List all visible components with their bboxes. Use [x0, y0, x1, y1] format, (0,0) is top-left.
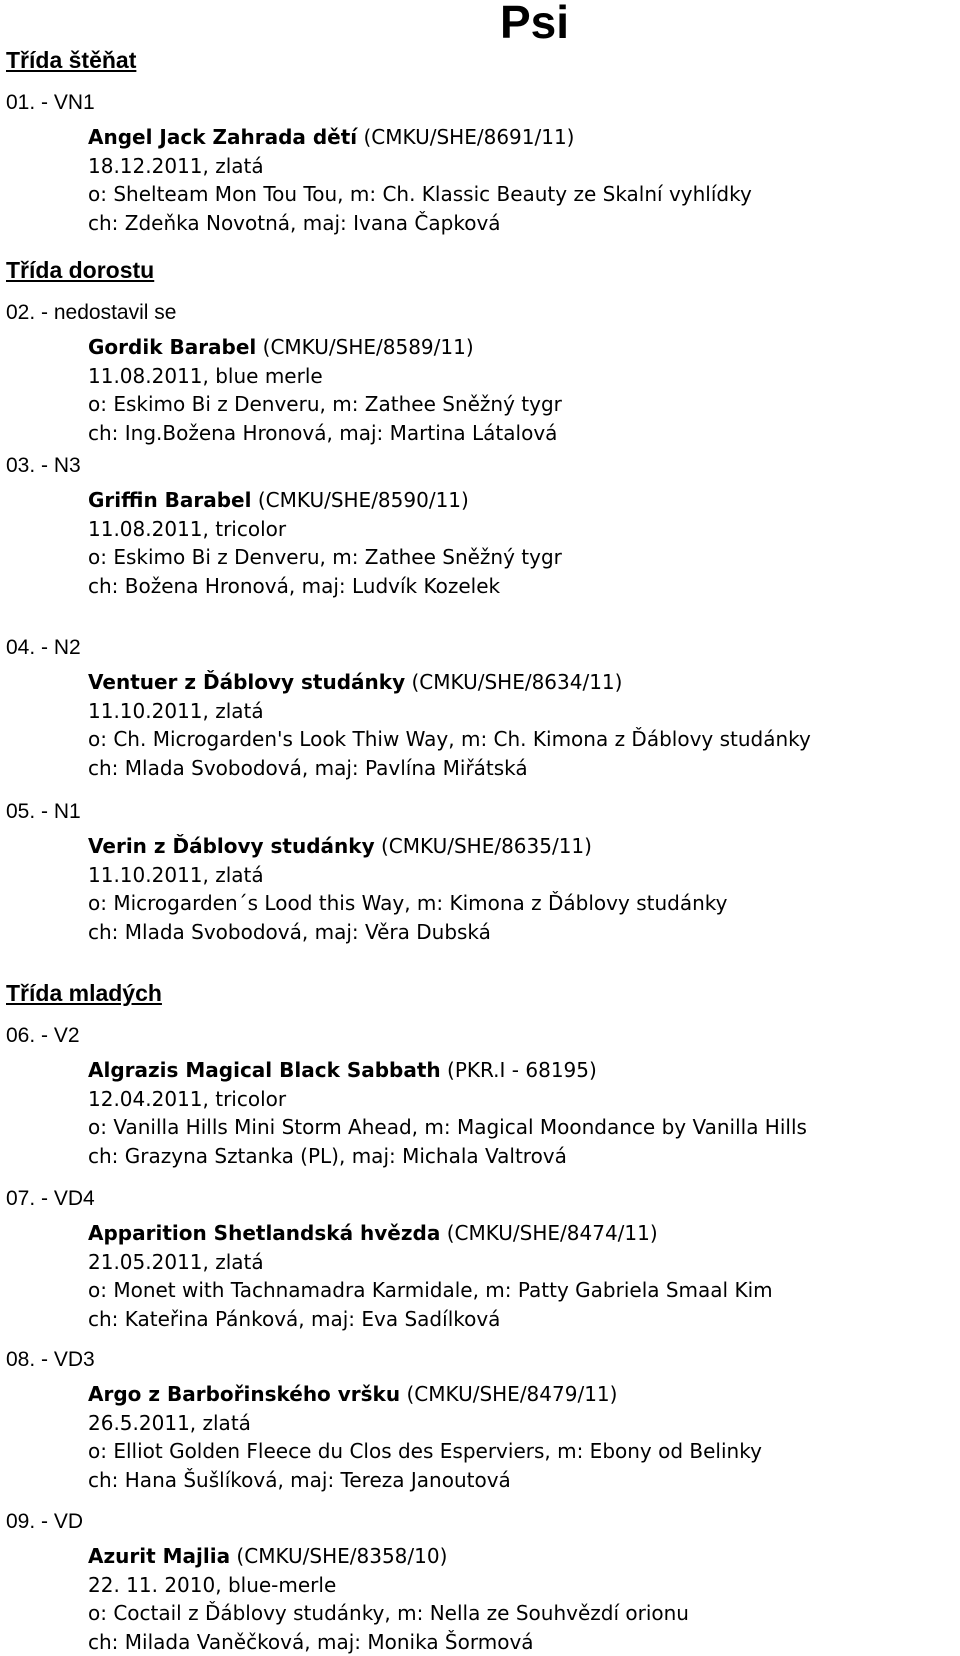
- registration-number: (CMKU/SHE/8590/11): [258, 488, 469, 512]
- dog-name-line: [88, 123, 956, 152]
- dog-name-line: [88, 333, 956, 362]
- dog-name: Azurit Majlia: [88, 1544, 230, 1568]
- birth-color: 12.04.2011, tricolor: [88, 1085, 956, 1114]
- dog-name-line: [88, 1056, 956, 1085]
- dog-entry: [6, 798, 956, 946]
- registration-number: (CMKU/SHE/8634/11): [411, 670, 622, 694]
- breeder-owner: ch: Mlada Svobodová, maj: Věra Dubská: [88, 918, 956, 947]
- birth-color: 26.5.2011, zlatá: [88, 1409, 956, 1438]
- dog-name: Griffin Barabel: [88, 488, 251, 512]
- dog-entry: [6, 1346, 956, 1494]
- dog-entry: [6, 1022, 956, 1170]
- dog-entry: [6, 452, 956, 600]
- birth-color: 11.08.2011, tricolor: [88, 515, 956, 544]
- birth-color: 11.10.2011, zlatá: [88, 697, 956, 726]
- dog-name-line: [88, 1219, 956, 1248]
- parents: o: Eskimo Bi z Denveru, m: Zathee Sněžný tygr: [88, 543, 956, 572]
- breeder-owner: ch: Kateřina Pánková, maj: Eva Sadílková: [88, 1305, 956, 1334]
- dog-name-line: [88, 832, 956, 861]
- breeder-owner: ch: Mlada Svobodová, maj: Pavlína Miřátská: [88, 754, 956, 783]
- breeder-owner: ch: Milada Vaněčková, maj: Monika Šormová: [88, 1628, 956, 1656]
- entry-number: 01. - VN1: [6, 89, 956, 117]
- dog-name: Algrazis Magical Black Sabbath: [88, 1058, 441, 1082]
- dog-name: Ventuer z Ďáblovy studánky: [88, 670, 405, 694]
- dog-entry: [6, 634, 956, 782]
- parents: o: Elliot Golden Fleece du Clos des Esperviers, m: Ebony od Belinky: [88, 1437, 956, 1466]
- birth-color: 21.05.2011, zlatá: [88, 1248, 956, 1277]
- breeder-owner: ch: Božena Hronová, maj: Ludvík Kozelek: [88, 572, 956, 601]
- dog-name-line: [88, 668, 956, 697]
- section-heading: Třída štěňat: [6, 46, 136, 74]
- breeder-owner: ch: Hana Šušlíková, maj: Tereza Janoutová: [88, 1466, 956, 1495]
- registration-number: (CMKU/SHE/8691/11): [364, 125, 575, 149]
- parents: o: Ch. Microgarden's Look Thiw Way, m: Ch. Kimona z Ďáblovy studánky: [88, 725, 956, 754]
- parents: o: Coctail z Ďáblovy studánky, m: Nella ze Souhvězdí orionu: [88, 1599, 956, 1628]
- registration-number: (CMKU/SHE/8589/11): [263, 335, 474, 359]
- registration-number: (CMKU/SHE/8358/10): [236, 1544, 447, 1568]
- birth-color: 11.08.2011, blue merle: [88, 362, 956, 391]
- dog-name: Angel Jack Zahrada dětí: [88, 125, 357, 149]
- registration-number: (PKR.I - 68195): [447, 1058, 597, 1082]
- section-heading: Třída dorostu: [6, 256, 154, 284]
- registration-number: (CMKU/SHE/8479/11): [406, 1382, 617, 1406]
- entry-number: 05. - N1: [6, 798, 956, 826]
- registration-number: (CMKU/SHE/8635/11): [381, 834, 592, 858]
- entry-number: 06. - V2: [6, 1022, 956, 1050]
- dog-name: Apparition Shetlandská hvězda: [88, 1221, 440, 1245]
- dog-name-line: [88, 486, 956, 515]
- dog-entry: [6, 1185, 956, 1333]
- entry-number: 08. - VD3: [6, 1346, 956, 1374]
- entry-number: 09. - VD: [6, 1508, 956, 1536]
- birth-color: 22. 11. 2010, blue-merle: [88, 1571, 956, 1600]
- birth-color: 11.10.2011, zlatá: [88, 861, 956, 890]
- breeder-owner: ch: Zdeňka Novotná, maj: Ivana Čapková: [88, 209, 956, 238]
- dog-entry: [6, 1508, 956, 1656]
- dog-entry: [6, 299, 956, 447]
- dog-name-line: [88, 1542, 956, 1571]
- birth-color: 18.12.2011, zlatá: [88, 152, 956, 181]
- dog-name: Gordik Barabel: [88, 335, 256, 359]
- page-title: Psi: [500, 0, 569, 50]
- entry-number: 02. - nedostavil se: [6, 299, 956, 327]
- entry-number: 07. - VD4: [6, 1185, 956, 1213]
- entry-number: 03. - N3: [6, 452, 956, 480]
- parents: o: Eskimo Bi z Denveru, m: Zathee Sněžný tygr: [88, 390, 956, 419]
- parents: o: Vanilla Hills Mini Storm Ahead, m: Magical Moondance by Vanilla Hills: [88, 1113, 956, 1142]
- dog-name: Verin z Ďáblovy studánky: [88, 834, 375, 858]
- dog-name-line: [88, 1380, 956, 1409]
- breeder-owner: ch: Ing.Božena Hronová, maj: Martina Látalová: [88, 419, 956, 448]
- breeder-owner: ch: Grazyna Sztanka (PL), maj: Michala Valtrová: [88, 1142, 956, 1171]
- dog-entry: [6, 89, 956, 237]
- entry-number: 04. - N2: [6, 634, 956, 662]
- parents: o: Shelteam Mon Tou Tou, m: Ch. Klassic Beauty ze Skalní vyhlídky: [88, 180, 956, 209]
- section-heading: Třída mladých: [6, 979, 162, 1007]
- dog-name: Argo z Barbořinského vršku: [88, 1382, 400, 1406]
- registration-number: (CMKU/SHE/8474/11): [447, 1221, 658, 1245]
- parents: o: Microgarden´s Lood this Way, m: Kimona z Ďáblovy studánky: [88, 889, 956, 918]
- parents: o: Monet with Tachnamadra Karmidale, m: Patty Gabriela Smaal Kim: [88, 1276, 956, 1305]
